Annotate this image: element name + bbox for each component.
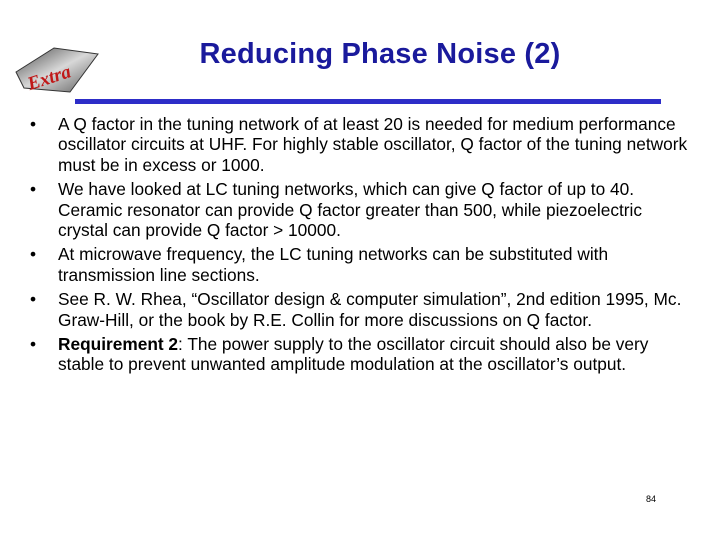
extra-badge-graphic: [14, 40, 100, 96]
bullet-text: A Q factor in the tuning network of at least 20 is needed for medium performance oscillator circuits at UHF. For highly stable oscillator, Q factor of the tuning network must be in excess or 1000.: [58, 114, 688, 175]
bullet-marker: •: [30, 334, 37, 355]
title-underline-rule: [75, 99, 661, 104]
bullet-marker: •: [30, 114, 37, 134]
bullet-list: [30, 114, 695, 379]
extra-badge: [14, 40, 100, 96]
slide-title: Reducing Phase Noise (2): [199, 38, 561, 70]
extra-badge-text: Extra: [24, 61, 74, 96]
bullet-text: See R. W. Rhea, “Oscillator design & computer simulation”, 2nd edition 1995, Mc. Graw-Hill, or the book by R.E. Collin for more discussions on Q factor.: [58, 289, 682, 330]
bullet-item: [30, 334, 695, 375]
bullet-marker: •: [30, 244, 37, 265]
page-number: 84: [646, 494, 657, 504]
bullet-marker: •: [30, 179, 37, 200]
bullet-text: : The power supply to the oscillator circuit should also be very stable to prevent unwanted amplitude modulation at the oscillator’s output.: [58, 334, 649, 375]
bullet-item: [30, 244, 695, 285]
bullet-text: At microwave frequency, the LC tuning networks can be substituted with transmission line sections.: [58, 244, 609, 285]
bullet-item: [30, 289, 695, 330]
bullet-text: We have looked at LC tuning networks, which can give Q factor of up to 40. Ceramic resonator can provide Q factor greater than 500, while piezoelectric crystal can provide Q factor > 10000.: [58, 179, 643, 241]
bullet-marker: •: [30, 289, 37, 310]
bullet-lead: Requirement 2: [58, 334, 179, 355]
bullet-item: [30, 179, 695, 240]
bullet-item: [30, 114, 695, 175]
